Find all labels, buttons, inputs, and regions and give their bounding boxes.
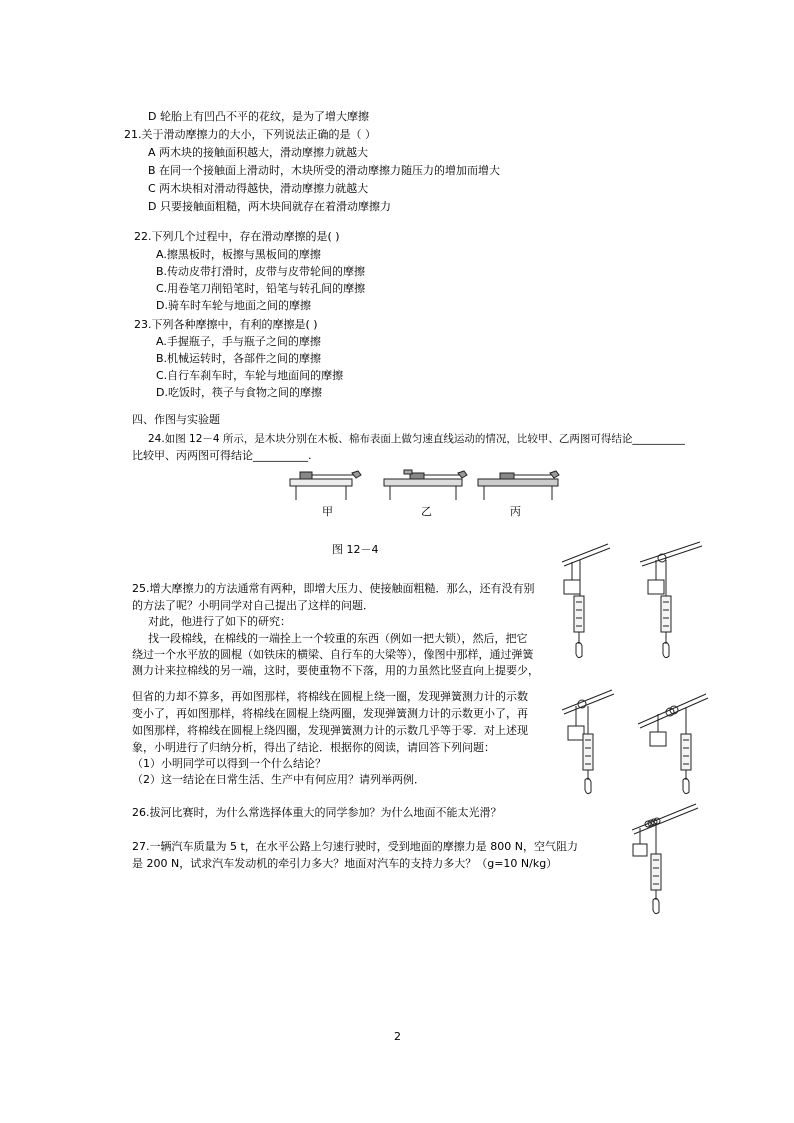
q27-line2: 是 200 N，试求汽车发动机的牵引力多大？地面对汽车的支持力多大？（g=10 N/kg） <box>132 857 558 870</box>
q23-stem: 23.下列各种摩擦中，有利的摩擦是( ) <box>134 318 318 331</box>
rod-spring-scale-figure-top <box>560 540 708 670</box>
figure-12-4-caption: 图 12－4 <box>332 543 379 556</box>
q20-option-d: D 轮胎上有凹凸不平的花纹，是为了增大摩擦 <box>148 110 369 123</box>
q22-stem: 22.下列几个过程中，存在滑动摩擦的是( ) <box>134 230 340 243</box>
q23-option-d: D.吃饭时，筷子与食物之间的摩擦 <box>156 386 322 399</box>
figure-label-yi: 乙 <box>421 505 432 518</box>
page-number: 2 <box>394 1030 401 1043</box>
q25-line-2: 的方法了呢？小明同学对自己提出了这样的问题． <box>132 599 374 612</box>
q22-option-b: B.传动皮带打滑时，皮带与皮带轮间的摩擦 <box>156 265 366 278</box>
q22-option-d: D.骑车时车轮与地面之间的摩擦 <box>156 299 311 312</box>
q25-line-5: 绕过一个水平放的圆棍（如铁床的横梁、自行车的大梁等），像图中那样，通过弹簧 <box>132 648 534 661</box>
q21-option-b: B 在同一个接触面上滑动时，木块所受的滑动摩擦力随压力的增加而增大 <box>148 164 501 177</box>
q26-text: 26.拔河比赛时，为什么常选择体重大的同学参加？为什么地面不能太光滑？ <box>132 806 502 819</box>
q27-line1: 27.一辆汽车质量为 5 t，在水平公路上匀速行驶时，受到地面的摩擦力是 800 N，空气阻力 <box>132 840 579 853</box>
rod-spring-scale-figure-middle <box>560 684 710 802</box>
section4-heading: 四、作图与实验题 <box>132 413 220 426</box>
q21-stem: 21.关于滑动摩擦力的大小，下列说法正确的是（ ） <box>124 128 376 141</box>
q23-option-c: C.自行车刹车时，车轮与地面间的摩擦 <box>156 369 344 382</box>
q25-line-3: 对此，他进行了如下的研究： <box>148 615 291 628</box>
q21-option-c: C 两木块相对滑动得越快，滑动摩擦力就越大 <box>148 182 369 195</box>
q25-line-6: 测力计来拉棉线的另一端，这时，要使重物不下落，用的力虽然比竖直向上提要少， <box>132 664 539 677</box>
figure-label-bing: 丙 <box>510 505 521 518</box>
rod-spring-scale-drawing-middle <box>560 684 710 802</box>
q21-option-d: D 只要接触面粗糙，两木块间就存在着滑动摩擦力 <box>148 200 391 213</box>
q25-line-4: 找一段棉线，在棉线的一端拴上一个较重的东西（例如一把大锁），然后，把它 <box>148 632 528 645</box>
q23-option-b: B.机械运转时，各部件之间的摩擦 <box>156 352 322 365</box>
q24-line2: 比较甲、丙两图可得结论__________. <box>132 449 312 462</box>
q25-line-10: 象，小明进行了归纳分析，得出了结论．根据你的阅读，请回答下列问题： <box>132 741 495 754</box>
figure-12-4 <box>286 467 568 527</box>
figure-label-jia: 甲 <box>322 505 333 518</box>
q24-line1: 24.如图 12－4 所示，是木块分别在木板、棉布表面上做匀速直线运动的情况，比较甲、乙两图可得结论__________ <box>148 433 685 445</box>
q21-option-a: A 两木块的接触面积越大，滑动摩擦力就越大 <box>148 146 369 159</box>
rod-spring-scale-figure-bottom <box>626 800 702 922</box>
q25-sub-2: （2）这一结论在日常生活、生产中有何应用？请列举两例． <box>132 773 425 786</box>
q23-option-a: A.手握瓶子，手与瓶子之间的摩擦 <box>156 335 321 348</box>
q25-line-8: 变小了，再如图那样，将棉线在圆棍上绕两圈，发现弹簧测力计的示数更小了，再 <box>132 707 528 720</box>
q25-sub-1: （1）小明同学可以得到一个什么结论？ <box>132 757 326 770</box>
q25-line-1: 25.增大摩擦力的方法通常有两种，即增大压力、使接触面粗糙．那么，还有没有别 <box>132 582 535 595</box>
q22-option-c: C.用卷笔刀削铅笔时，铅笔与转孔间的摩擦 <box>156 282 366 295</box>
rod-spring-scale-drawing-bottom <box>626 800 702 922</box>
q25-line-9: 如图那样，将棉线在圆棍上绕四圈，发现弹簧测力计的示数几乎等于零．对上述现 <box>132 724 528 737</box>
q22-option-a: A.擦黑板时，板擦与黑板间的摩擦 <box>156 248 321 261</box>
q25-line-7: 但省的力却不算多，再如图那样，将棉线在圆棍上绕一圈，发现弹簧测力计的示数 <box>132 690 528 703</box>
rod-spring-scale-drawing-top <box>560 540 708 670</box>
